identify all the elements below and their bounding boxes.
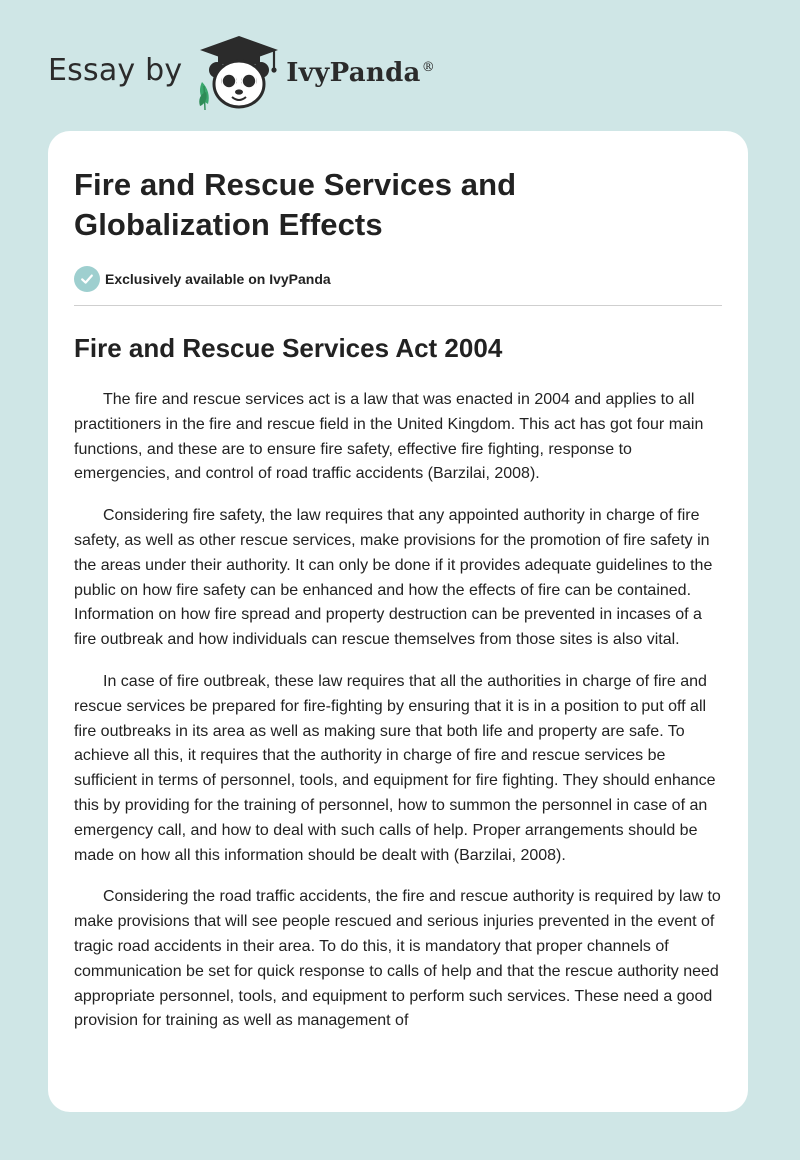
exclusive-badge — [74, 265, 722, 293]
panda-graduate-logo-icon[interactable] — [196, 34, 282, 110]
registered-mark: ® — [421, 60, 436, 76]
brand-name-text: IvyPanda — [286, 58, 421, 88]
essay-title-line-2: Globalization Effects — [74, 207, 383, 242]
checkmark-icon — [74, 266, 100, 292]
paragraph: In case of fire outbreak, these law requires that all the authorities in charge of fire and rescue services be prepared for fire-fighting by ensuring that it is in a position to put off all fire outbreaks in its area as well as making sure that both life and property are safe. To achieve all this, it requires that the authority in charge of fire and rescue services be sufficient in terms of personnel, tools, and equipment for fire fighting. They should enhance this by providing for the training of personnel, how to summon the personnel in case of an emergency call, and how to deal with such calls of help. Proper arrangements should be made on how all this information should be dealt with (Barzilai, 2008). — [74, 672, 716, 864]
exclusive-badge-text: Exclusively available on IvyPanda — [105, 271, 331, 287]
essay-title-line-1: Fire and Rescue Services and — [74, 167, 517, 202]
section-heading: Fire and Rescue Services Act 2004 — [74, 333, 503, 363]
essay-by-label: Essay by — [48, 52, 183, 88]
paragraph: Considering the road traffic accidents, the fire and rescue authority is required by law to make provisions that will see people rescued and serious injuries prevented in the event of tragic road accidents in their area. To do this, it is mandatory that proper channels of communication be set for quick response to calls of help and that the rescue authority need appropriate personnel, tools, and equipment to perform such services. These need a good provision for training as well as management of — [74, 888, 721, 1030]
essay-card — [48, 131, 748, 1112]
paragraph: The fire and rescue services act is a law that was enacted in 2004 and applies to all practitioners in the fire and rescue field in the United Kingdom. This act has got four main functions, and these are to ensure fire safety, effective fire fighting, response to emergencies, and control of road traffic accidents (Barzilai, 2008). — [74, 391, 704, 483]
brand-name[interactable] — [286, 58, 435, 88]
site-header — [48, 34, 435, 110]
essay-title — [74, 165, 722, 245]
divider — [74, 305, 722, 306]
paragraph: Considering fire safety, the law requires that any appointed authority in charge of fire safety, as well as other rescue services, make provisions for the promotion of fire safety in the areas under their authority. It can only be done if it provides adequate guidelines to the public on how fire safety can be enhanced and how the effects of fire can be contained. Information on how fire spread and property destruction can be prevented in incases of a fire outbreak and how individuals can rescue themselves from those sites is also vital. — [74, 507, 713, 649]
